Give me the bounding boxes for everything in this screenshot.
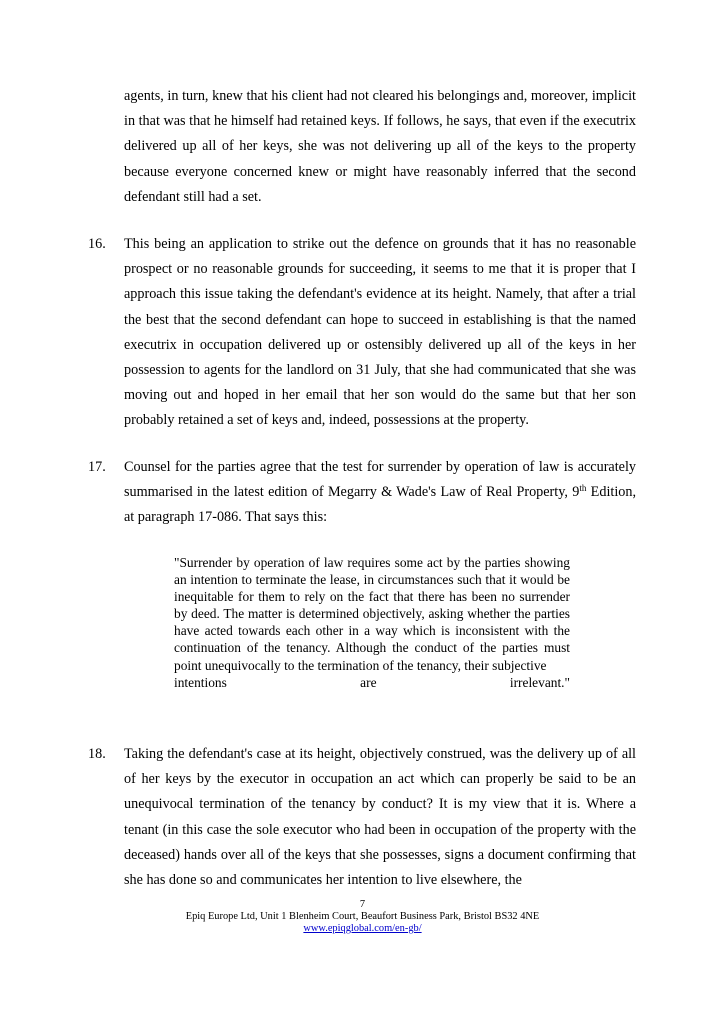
ordinal-superscript: th xyxy=(579,483,587,494)
quote-last-word: are xyxy=(360,674,377,690)
paragraph-continuation: agents, in turn, knew that his client had not cleared his belongings and, moreover, implicit in that was that he himself had retained keys. If follows, he says, that even if the executrix delivered up all of her keys, she was not delivering up all of the keys to the property because everyone concerned knew or might have reasonably inferred that the second defendant still had a set. xyxy=(124,88,636,205)
paragraph-18: Taking the defendant's case at its height, objectively construed, was the delivery up of all of her keys by the executor in occupation an act which can properly be said to be an unequivocal termination of the tenancy by conduct? It is my view that it is. Where a tenant (in this case the sole executor who had been in occupation of the property with the deceased) hands over all of the keys that she possesses, signs a document confirming that she has done so and communicates her intention to live elsewhere, the xyxy=(124,746,636,889)
page-number: 7 xyxy=(359,899,366,910)
quote-last-word: intentions xyxy=(174,674,227,690)
footer-company-line: Epiq Europe Ltd, Unit 1 Blenheim Court, Beaufort Business Park, Bristol BS32 4NE xyxy=(185,911,540,922)
paragraph-16: This being an application to strike out the defence on grounds that it has no reasonable prospect or no reasonable grounds for succeeding, it seems to me that it is proper that I approach this issue taking the defendant's evidence at its height. Namely, that after a trial the best that the second defendant can hope to succeed in establishing is that the named executrix in occupation delivered up or ostensibly delivered up all of the keys in her possession to agents for the landlord on 31 July, that she had communicated that she was moving out and hoped in her email that her son would do the same but that her son probably retained a set of keys and, indeed, possessions at the property. xyxy=(124,236,636,429)
quote-body: "Surrender by operation of law requires some act by the parties showing an intention to terminate the lease, in circumstances such that it would be inequitable for them to rely on the fact that there has been no surrender by deed. The matter is determined objectively, asking whether the parties have acted towards each other in a way which is inconsistent with the continuation of the tenancy. Although the conduct of the parties must point unequivocally to the termination of the tenancy, their subjective xyxy=(174,555,570,673)
paragraph-17-text-end: Edition, at paragraph 17-086. That says this: xyxy=(124,484,637,526)
paragraph-number-18: 18. xyxy=(88,746,106,762)
paragraph-17-text: Counsel for the parties agree that the test for surrender by operation of law is accurately summarised in the latest edition of Megarry & Wade's Law of Real Property, 9 xyxy=(124,459,636,501)
footer-link-line xyxy=(0,923,725,935)
paragraph-number-16: 16. xyxy=(88,236,106,252)
quote-last-word: irrelevant." xyxy=(509,674,570,690)
paragraph-17 xyxy=(124,455,636,531)
quote-last-line xyxy=(174,674,570,691)
footer-website-link[interactable]: www.epiqglobal.com/en-gb/ xyxy=(303,923,422,934)
paragraph-number-17: 17. xyxy=(88,459,106,475)
block-quote xyxy=(174,554,570,691)
